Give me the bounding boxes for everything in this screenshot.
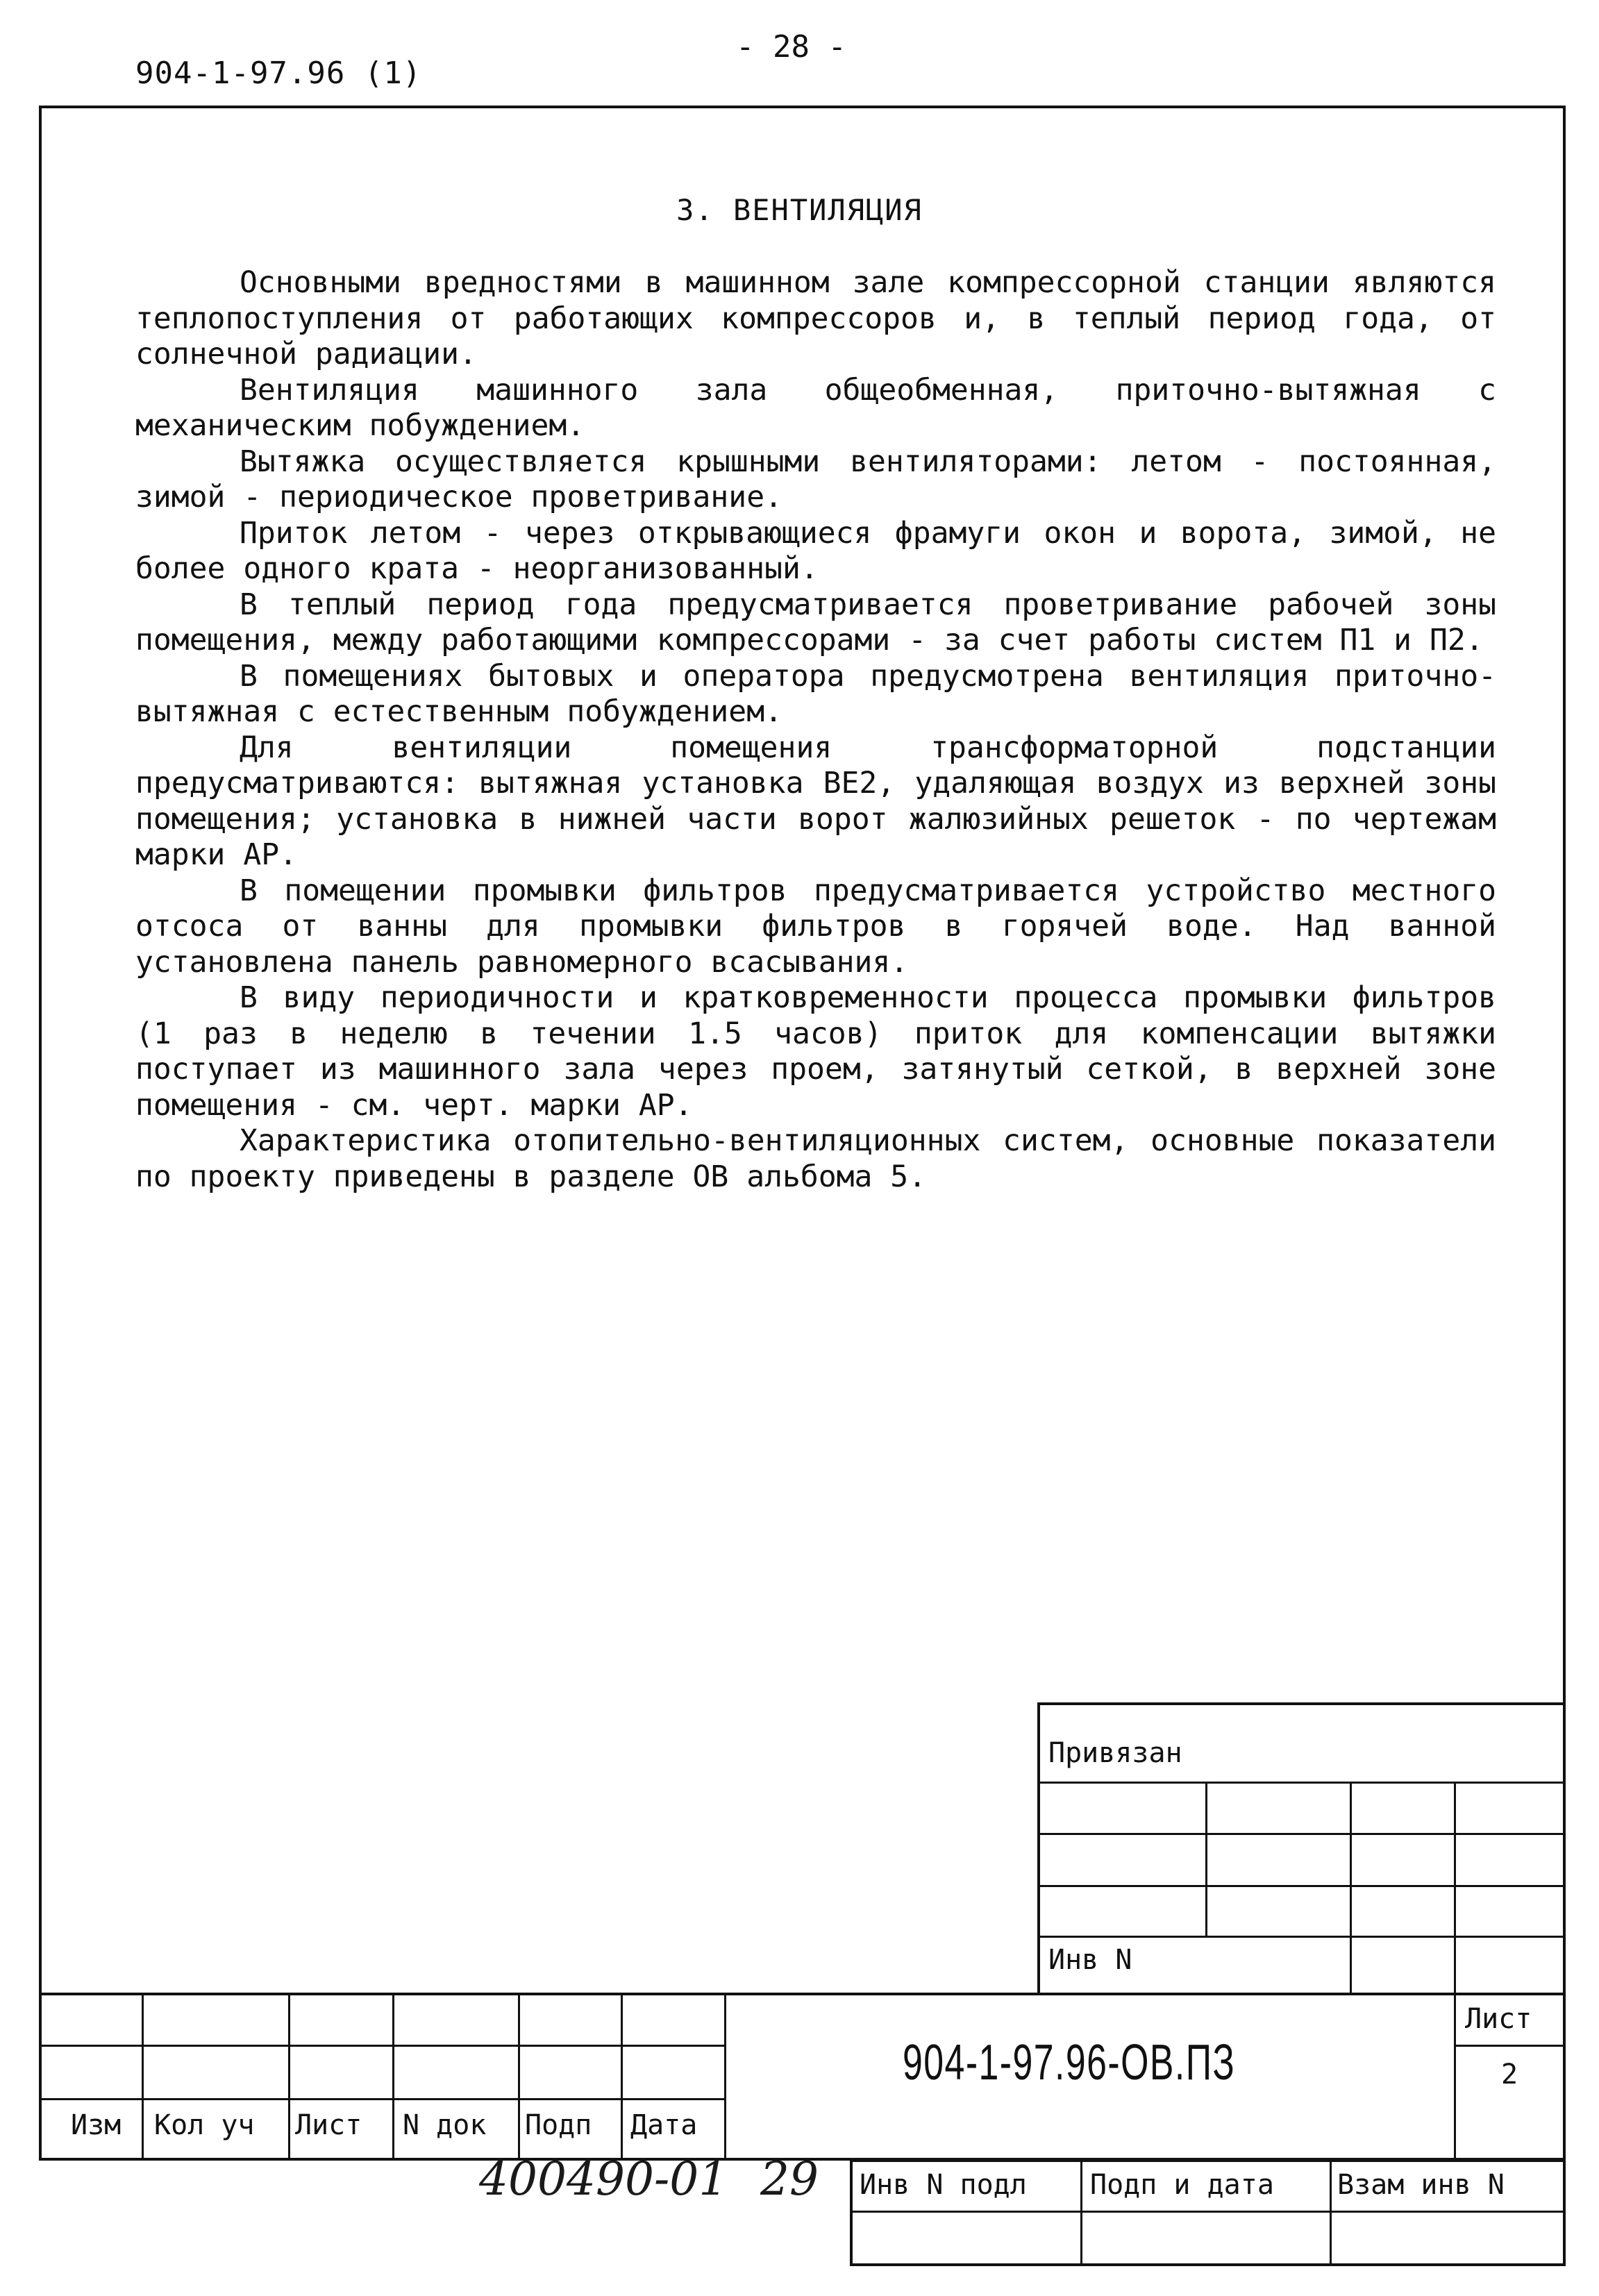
paragraph: В помещении промывки фильтров предусматривается устройство местного отсоса от ванны для промывки фильтров в горячей воде. Над ванной установлена панель равномерного всасывания. [135,873,1496,980]
col-kol-uch: Кол уч [154,2109,255,2141]
privyazan-label: Привязан [1048,1737,1182,1769]
paragraph: В виду периодичности и кратковременности процесса промывки фильтров (1 раз в неделю в течении 1.5 часов) приток для компенсации вытяжки поступает из машинного зала через проем, затянутый сеткой, в верхней зоне помещения - см. черт. марки АР. [135,980,1496,1123]
inv-podl-label: Инв N подл [860,2169,1027,2201]
col-n-dok: N док [403,2109,487,2141]
section-title: 3. ВЕНТИЛЯЦИЯ [676,193,923,227]
col-list: Лист [295,2109,362,2141]
section-body [135,265,1496,1195]
paragraph: Основными вредностями в машинном зале компрессорной станции являются теплопоступления от работающих компрессоров и, в теплый период года, от солнечной радиации. [135,265,1496,371]
paragraph: В помещениях бытовых и оператора предусмотрена вентиляция приточно-вытяжная с естественным побуждением. [135,658,1496,729]
paragraph: Для вентиляции помещения трансформаторной подстанции предусматриваются: вытяжная установка ВЕ2, удаляющая воздух из верхней зоны помещения; установка в нижней части ворот жалюзийных решеток - по чертежам марки АР. [135,730,1496,872]
col-podp: Подп [525,2109,592,2141]
vzam-inv-label: Взам инв N [1337,2169,1505,2201]
handwritten-page-mark: 29 [760,2152,819,2206]
sheet-number: 2 [1501,2059,1518,2090]
paragraph: Вытяжка осуществляется крышными вентиляторами: летом - постоянная, зимой - периодическое проветривание. [135,444,1496,514]
paragraph: Приток летом - через открывающиеся фрамуги окон и ворота, зимой, не более одного крата - неорганизованный. [135,515,1496,586]
document-code: 904-1-97.96 (1) [135,56,422,91]
podp-data-label: Подп и дата [1090,2169,1274,2201]
sheet-label: Лист [1465,2003,1532,2035]
page-number: - 28 - [736,29,846,65]
paragraph: Характеристика отопительно-вентиляционных систем, основные показатели по проекту приведены в разделе ОВ альбома 5. [135,1123,1496,1194]
handwritten-archive-number: 400490-01 [479,2152,728,2206]
designation-code: 904-1-97.96-ОВ.ПЗ [903,2035,1236,2090]
inv-label: Инв N [1048,1944,1132,1976]
col-data: Дата [630,2109,698,2141]
col-izm: Изм [71,2109,122,2141]
paragraph: Вентиляция машинного зала общеобменная, приточно-вытяжная с механическим побуждением. [135,372,1496,443]
paragraph: В теплый период года предусматривается проветривание рабочей зоны помещения, между работающими компрессорами - за счет работы систем П1 и П2. [135,587,1496,657]
